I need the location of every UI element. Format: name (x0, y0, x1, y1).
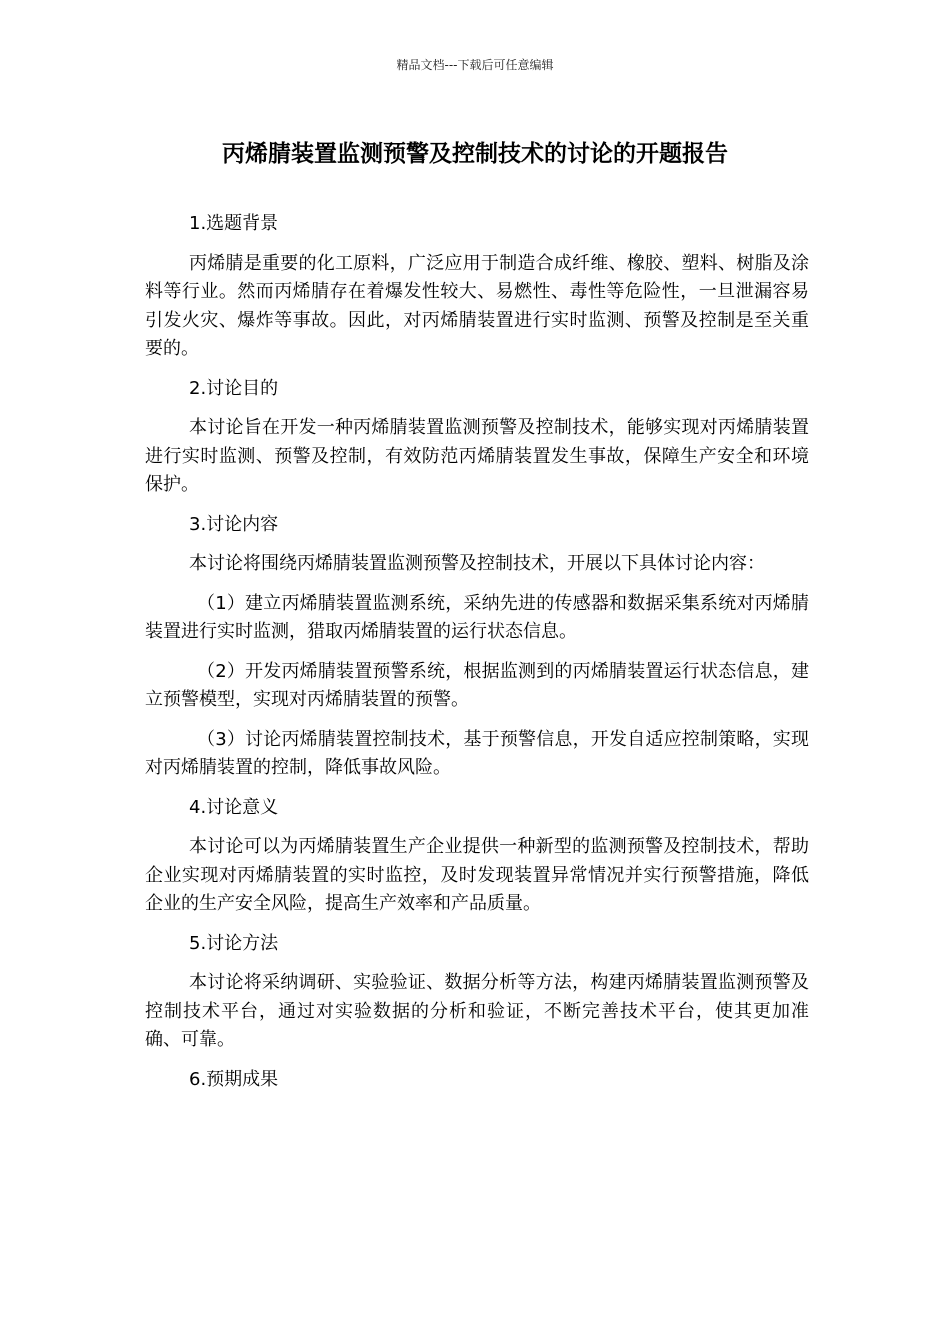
paragraph: 本讨论旨在开发一种丙烯腈装置监测预警及控制技术，能够实现对丙烯腈装置进行实时监测、预警及控制，有效防范丙烯腈装置发生事故，保障生产安全和环境保护。 (145, 417, 809, 495)
paragraph: 丙烯腈是重要的化工原料，广泛应用于制造合成纤维、橡胶、塑料、树脂及涂料等行业。然而丙烯腈存在着爆发性较大、易燃性、毒性等危险性，一旦泄漏容易引发火灾、爆炸等事故。因此，对丙烯腈装置进行实时监测、预警及控制是至关重要的。 (145, 252, 809, 359)
list-item: （3）讨论丙烯腈装置控制技术，基于预警信息，开发自适应控制策略，实现对丙烯腈装置的控制，降低事故风险。 (145, 728, 809, 778)
section-heading: 1.选题背景 (189, 213, 279, 234)
section-heading: 3.讨论内容 (189, 513, 279, 535)
paragraph: 本讨论将围绕丙烯腈装置监测预警及控制技术，开展以下具体讨论内容： (189, 553, 765, 574)
page-header: 精品文档---下载后可任意编辑 (396, 58, 554, 72)
paragraph: 本讨论可以为丙烯腈装置生产企业提供一种新型的监测预警及控制技术，帮助企业实现对丙烯腈装置的实时监控，及时发现装置异常情况并实行预警措施，降低企业的生产安全风险，提高生产效率和产品质量。 (145, 836, 809, 914)
list-item: （2）开发丙烯腈装置预警系统，根据监测到的丙烯腈装置运行状态信息，建立预警模型，实现对丙烯腈装置的预警。 (145, 660, 809, 710)
section-heading: 4.讨论意义 (189, 796, 279, 818)
section-heading: 2.讨论目的 (189, 377, 279, 399)
document-title: 丙烯腈装置监测预警及控制技术的讨论的开题报告 (222, 141, 728, 167)
section-heading: 6.预期成果 (189, 1068, 279, 1090)
document-body (145, 210, 809, 1105)
section-heading: 5.讨论方法 (189, 932, 279, 954)
list-item: （1）建立丙烯腈装置监测系统，采纳先进的传感器和数据采集系统对丙烯腈装置进行实时监测，猎取丙烯腈装置的运行状态信息。 (145, 592, 809, 642)
paragraph: 本讨论将采纳调研、实验验证、数据分析等方法，构建丙烯腈装置监测预警及控制技术平台，通过对实验数据的分析和验证，不断完善技术平台，使其更加准确、可靠。 (145, 972, 809, 1050)
